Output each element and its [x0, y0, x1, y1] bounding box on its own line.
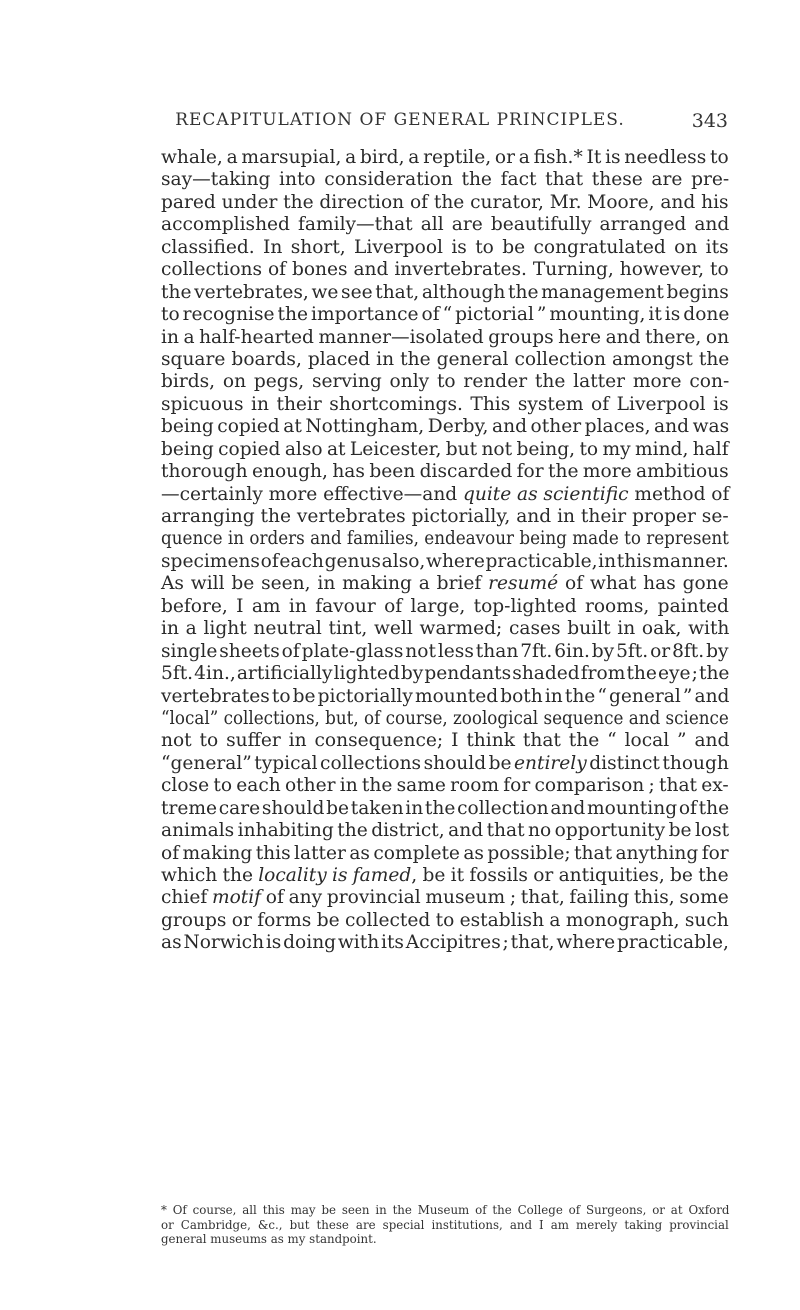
line-text: square boards, placed in the general collection amongst the — [161, 348, 730, 370]
text-line — [161, 551, 729, 573]
footnote-line — [161, 1232, 729, 1247]
line-text: in a light neutral tint, well warmed; cases built in oak, with — [161, 618, 730, 640]
line-text: single sheets of plate-glass not less than 7ft. 6in. by 5ft. or 8ft. by — [161, 640, 729, 662]
line-text: animals inhabiting the district, and that no opportunity be lost — [161, 820, 730, 842]
line-text: vertebrates to be pictorially mounted both in the “ general ” and — [161, 685, 730, 707]
line-text: “general” typical collections should be entirely distinct though — [161, 752, 729, 774]
line-text: to recognise the importance of “ pictorial ” mounting, it is done — [161, 304, 730, 326]
footnote-line — [161, 1203, 729, 1218]
text-line — [161, 327, 729, 349]
line-text: As will be seen, in making a brief resumé of what has gone — [161, 573, 729, 595]
text-line — [161, 775, 729, 797]
text-line — [161, 730, 729, 752]
text-line — [161, 618, 729, 640]
line-text: say—taking into consideration the fact that these are pre- — [161, 169, 730, 191]
line-text: whale, a marsupial, a bird, a reptile, or a fish.* It is needless to — [161, 147, 729, 168]
line-text: not to suffer in consequence; I think that the “ local ” and — [161, 730, 730, 752]
line-text: pared under the direction of the curator, Mr. Moore, and his — [161, 191, 729, 213]
page-number: 343 — [691, 110, 728, 132]
text-line — [161, 686, 729, 708]
text-line — [161, 663, 729, 685]
line-text: chief motif of any provincial museum ; that, failing this, some — [161, 887, 729, 909]
text-line — [161, 192, 729, 214]
footnote — [161, 1203, 729, 1247]
text-line — [161, 416, 729, 438]
line-text: which the locality is famed, be it fossils or antiquities, be the — [161, 865, 729, 886]
text-line — [161, 259, 729, 281]
line-text: as Norwich is doing with its Accipitres ; that, where practicable, — [161, 932, 729, 954]
text-line — [161, 282, 729, 304]
body-text — [161, 147, 729, 955]
line-text: general museums as my standpoint. — [161, 1232, 377, 1246]
line-text: quence in orders and families, endeavour being made to represent — [161, 528, 729, 550]
line-text: arranging the vertebrates pictorially, and in their proper se- — [161, 506, 729, 527]
text-line — [161, 506, 729, 528]
line-text: thorough enough, has been discarded for the more ambitious — [161, 461, 729, 483]
line-text: before, I am in favour of large, top-lighted rooms, painted — [161, 595, 729, 617]
text-line — [161, 371, 729, 393]
line-text: spicuous in their shortcomings. This system of Liverpool is — [161, 393, 729, 415]
line-text: * Of course, all this may be seen in the Museum of the College of Surgeons, or at Oxford — [161, 1203, 730, 1217]
text-line — [161, 461, 729, 483]
line-text: classified. In short, Liverpool is to be congratulated on its — [161, 236, 729, 258]
line-text: groups or forms be collected to establish a monograph, such — [161, 909, 729, 931]
text-line — [161, 573, 729, 595]
line-text: in a half-hearted manner—isolated groups here and there, on — [161, 326, 730, 348]
text-line — [161, 349, 729, 371]
text-line — [161, 169, 729, 191]
text-line — [161, 439, 729, 461]
text-line — [161, 798, 729, 820]
text-line — [161, 394, 729, 416]
line-text: “local” collections, but, of course, zoological sequence and science — [161, 707, 729, 729]
line-text: birds, on pegs, serving only to render the latter more con- — [161, 371, 730, 393]
running-title: RECAPITULATION OF GENERAL PRINCIPLES. — [175, 110, 625, 130]
text-line — [161, 214, 729, 236]
text-line — [161, 596, 729, 618]
line-text: close to each other in the same room for comparison ; that ex- — [161, 775, 729, 797]
text-line — [161, 843, 729, 865]
line-text: specimens of each genus also, where practicable, in this manner. — [161, 550, 729, 572]
text-line — [161, 708, 729, 730]
text-line — [161, 887, 729, 909]
text-line — [161, 753, 729, 775]
running-header — [160, 110, 728, 138]
text-line — [161, 484, 729, 506]
text-line — [161, 910, 729, 932]
text-line — [161, 304, 729, 326]
line-text: —certainly more effective—and quite as scientific method of — [161, 483, 730, 505]
line-text: collections of bones and invertebrates. Turning, however, to — [161, 259, 729, 281]
text-line — [161, 820, 729, 842]
line-text: being copied also at Leicester, but not being, to my mind, half — [161, 438, 729, 460]
line-text: accomplished family—that all are beautifully arranged and — [161, 214, 730, 236]
text-line — [161, 932, 729, 954]
line-text: being copied at Nottingham, Derby, and other places, and was — [161, 416, 730, 438]
text-line — [161, 528, 729, 550]
text-line — [161, 237, 729, 259]
line-text: 5ft. 4in., artificially lighted by pendants shaded from the eye ; the — [161, 663, 730, 685]
line-text: treme care should be taken in the collection and mounting of the — [161, 797, 730, 819]
line-text: or Cambridge, &c., but these are special institutions, and I am merely taking provincial — [161, 1217, 729, 1232]
text-line — [161, 147, 729, 169]
line-text: the vertebrates, we see that, although the management begins — [161, 281, 729, 303]
text-line — [161, 641, 729, 663]
footnote-line — [161, 1218, 729, 1233]
line-text: of making this latter as complete as possible; that anything for — [161, 842, 729, 864]
text-line — [161, 865, 729, 887]
